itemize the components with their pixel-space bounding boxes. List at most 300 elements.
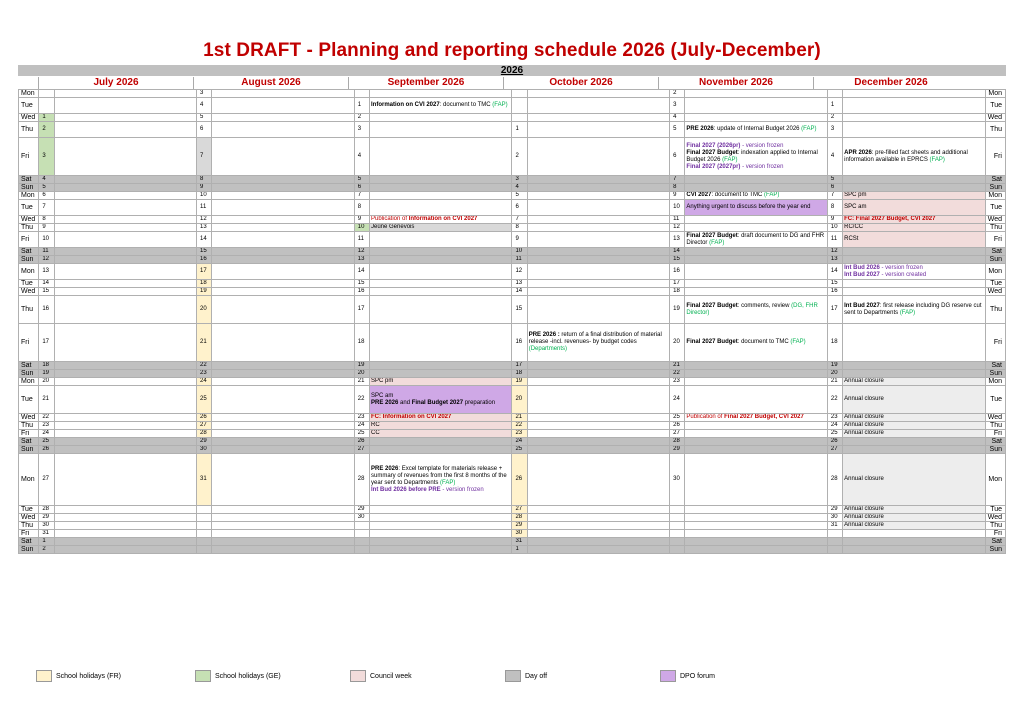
weekday-label: Sat — [19, 362, 39, 370]
day-event — [54, 514, 196, 522]
weekday-label-right: Thu — [985, 224, 1005, 232]
day-event — [54, 248, 196, 256]
day-event — [212, 90, 354, 98]
day-event — [54, 538, 196, 546]
calendar-row — [19, 192, 1006, 200]
day-event — [843, 122, 985, 138]
day-event — [843, 546, 985, 554]
day-event — [212, 288, 354, 296]
day-number: 13 — [39, 264, 54, 280]
day-event — [212, 98, 354, 114]
day-event — [527, 422, 669, 430]
day-event: FC: Information on CVI 2027 — [370, 414, 512, 422]
day-event — [212, 422, 354, 430]
day-event: SPC pm — [370, 378, 512, 386]
day-event — [54, 264, 196, 280]
day-event — [212, 506, 354, 514]
day-number: 28 — [512, 514, 527, 522]
calendar-row — [19, 184, 1006, 192]
weekday-label-right: Fri — [985, 324, 1005, 362]
day-number: 18 — [39, 362, 54, 370]
day-number — [827, 546, 842, 554]
day-number: 14 — [39, 280, 54, 288]
day-event — [527, 514, 669, 522]
weekday-label: Mon — [19, 378, 39, 386]
day-number: 9 — [670, 192, 685, 200]
day-event — [843, 280, 985, 288]
calendar-row — [19, 98, 1006, 114]
day-event: Information on CVI 2027: document to TMC (FAP) — [370, 98, 512, 114]
day-number: 23 — [39, 422, 54, 430]
calendar-row — [19, 530, 1006, 538]
day-number: 30 — [670, 454, 685, 506]
day-event — [212, 530, 354, 538]
day-number — [197, 538, 212, 546]
weekday-label: Thu — [19, 296, 39, 324]
day-number: 8 — [197, 176, 212, 184]
day-event — [54, 324, 196, 362]
day-number: 23 — [354, 414, 369, 422]
day-event — [212, 192, 354, 200]
day-number: 7 — [354, 192, 369, 200]
day-number — [827, 538, 842, 546]
weekday-label: Tue — [19, 506, 39, 514]
weekday-label-right: Mon — [985, 192, 1005, 200]
day-event — [685, 280, 827, 288]
day-number: 7 — [197, 138, 212, 176]
day-event — [212, 446, 354, 454]
calendar-row — [19, 546, 1006, 554]
day-number: 12 — [39, 256, 54, 264]
day-event — [685, 522, 827, 530]
day-event — [54, 224, 196, 232]
day-number: 27 — [512, 506, 527, 514]
day-number: 21 — [670, 362, 685, 370]
day-event — [212, 176, 354, 184]
day-number: 9 — [39, 224, 54, 232]
day-event — [370, 514, 512, 522]
legend-swatch — [36, 670, 52, 682]
weekday-label-right: Sun — [985, 184, 1005, 192]
month-header: December 2026 — [813, 77, 968, 89]
day-number: 29 — [197, 438, 212, 446]
weekday-label: Fri — [19, 232, 39, 248]
day-number: 11 — [670, 216, 685, 224]
day-event — [54, 114, 196, 122]
day-number: 27 — [354, 446, 369, 454]
day-event — [527, 138, 669, 176]
day-event — [527, 192, 669, 200]
day-number: 19 — [197, 288, 212, 296]
day-number: 4 — [39, 176, 54, 184]
day-number: 18 — [512, 370, 527, 378]
day-number: 25 — [827, 430, 842, 438]
day-event — [370, 248, 512, 256]
day-number: 28 — [39, 506, 54, 514]
day-number: 11 — [827, 232, 842, 248]
day-event — [685, 422, 827, 430]
day-number: 14 — [197, 232, 212, 248]
weekday-label: Tue — [19, 98, 39, 114]
weekday-label-right: Wed — [985, 514, 1005, 522]
day-number: 16 — [827, 288, 842, 296]
day-event — [370, 256, 512, 264]
day-number: 24 — [827, 422, 842, 430]
day-event — [54, 176, 196, 184]
day-event — [54, 192, 196, 200]
day-event — [370, 506, 512, 514]
day-number: 2 — [39, 546, 54, 554]
day-event — [843, 446, 985, 454]
calendar-table — [18, 89, 1006, 554]
day-event — [370, 530, 512, 538]
day-number: 25 — [512, 446, 527, 454]
day-event: Anything urgent to discuss before the year end — [685, 200, 827, 216]
day-number: 26 — [827, 438, 842, 446]
day-event — [54, 386, 196, 414]
day-number: 2 — [354, 114, 369, 122]
day-number: 14 — [512, 288, 527, 296]
day-number: 29 — [670, 446, 685, 454]
day-event — [212, 522, 354, 530]
day-number — [670, 522, 685, 530]
day-number: 24 — [512, 438, 527, 446]
weekday-label-right: Sat — [985, 438, 1005, 446]
day-number: 7 — [39, 200, 54, 216]
day-event: Final 2027 Budget: draft document to DG and FHR Director (FAP) — [685, 232, 827, 248]
day-event — [370, 324, 512, 362]
weekday-label-right: Mon — [985, 378, 1005, 386]
day-number: 4 — [354, 138, 369, 176]
weekday-label: Mon — [19, 454, 39, 506]
day-event: Jeûne Genevois — [370, 224, 512, 232]
day-event: Annual closure — [843, 454, 985, 506]
day-event — [54, 546, 196, 554]
weekday-label: Wed — [19, 216, 39, 224]
weekday-label-right: Sun — [985, 256, 1005, 264]
weekday-label-right: Fri — [985, 232, 1005, 248]
day-event — [527, 232, 669, 248]
day-event — [54, 232, 196, 248]
day-number: 14 — [827, 264, 842, 280]
day-number: 29 — [512, 522, 527, 530]
day-event — [685, 370, 827, 378]
day-event — [370, 176, 512, 184]
day-number: 30 — [512, 530, 527, 538]
calendar-row — [19, 90, 1006, 98]
day-event — [54, 422, 196, 430]
day-event — [212, 224, 354, 232]
weekday-label: Mon — [19, 264, 39, 280]
day-number: 6 — [197, 122, 212, 138]
day-number: 11 — [512, 256, 527, 264]
weekday-label-right: Thu — [985, 122, 1005, 138]
day-event — [843, 256, 985, 264]
day-event — [54, 200, 196, 216]
day-number: 9 — [512, 232, 527, 248]
day-event — [685, 430, 827, 438]
day-number: 13 — [197, 224, 212, 232]
day-event: RC/CC — [843, 224, 985, 232]
day-event: Int Bud 2027: first release including DG reserve cut sent to Departments (FAP) — [843, 296, 985, 324]
weekday-label: Wed — [19, 288, 39, 296]
day-event — [212, 264, 354, 280]
day-number — [39, 90, 54, 98]
day-event — [527, 546, 669, 554]
day-event — [685, 506, 827, 514]
day-event — [212, 454, 354, 506]
day-event — [212, 538, 354, 546]
day-number: 16 — [354, 288, 369, 296]
day-number: 22 — [512, 422, 527, 430]
day-number: 30 — [354, 514, 369, 522]
weekday-label-right: Tue — [985, 200, 1005, 216]
day-event: CC — [370, 430, 512, 438]
day-event: SPC am — [843, 200, 985, 216]
day-event — [54, 446, 196, 454]
weekday-label: Thu — [19, 422, 39, 430]
day-number: 21 — [354, 378, 369, 386]
day-number: 17 — [512, 362, 527, 370]
day-event — [843, 90, 985, 98]
legend — [0, 670, 1024, 686]
day-number: 2 — [827, 114, 842, 122]
day-event — [685, 248, 827, 256]
calendar-row — [19, 386, 1006, 414]
day-event — [212, 280, 354, 288]
day-number — [827, 530, 842, 538]
day-event — [370, 200, 512, 216]
day-number: 10 — [512, 248, 527, 256]
day-number: 16 — [512, 324, 527, 362]
day-event: PRE 2026 : return of a final distribution of material release -incl. revenues- by budget codes (Departments) — [527, 324, 669, 362]
day-number: 3 — [827, 122, 842, 138]
day-number: 29 — [354, 506, 369, 514]
day-number: 27 — [197, 422, 212, 430]
calendar-row — [19, 224, 1006, 232]
day-number: 5 — [197, 114, 212, 122]
day-number: 1 — [354, 98, 369, 114]
day-event — [212, 546, 354, 554]
day-number: 15 — [197, 248, 212, 256]
day-number: 10 — [39, 232, 54, 248]
calendar-row — [19, 256, 1006, 264]
day-number: 17 — [354, 296, 369, 324]
day-number — [512, 98, 527, 114]
day-number — [670, 546, 685, 554]
day-number: 24 — [197, 378, 212, 386]
day-number: 28 — [827, 454, 842, 506]
day-event — [54, 98, 196, 114]
day-number: 3 — [39, 138, 54, 176]
day-event — [685, 114, 827, 122]
day-event — [54, 454, 196, 506]
day-number: 18 — [827, 324, 842, 362]
legend-label: Council week — [370, 672, 412, 680]
calendar-row — [19, 446, 1006, 454]
day-event — [527, 438, 669, 446]
day-event — [527, 454, 669, 506]
day-number: 25 — [197, 386, 212, 414]
day-number: 10 — [197, 192, 212, 200]
weekday-label-right: Wed — [985, 216, 1005, 224]
day-number: 16 — [670, 264, 685, 280]
day-event — [527, 90, 669, 98]
day-number: 31 — [827, 522, 842, 530]
day-number: 3 — [354, 122, 369, 138]
day-number: 20 — [39, 378, 54, 386]
day-number — [197, 514, 212, 522]
weekday-label-right: Sat — [985, 538, 1005, 546]
day-number: 2 — [670, 90, 685, 98]
day-event — [212, 362, 354, 370]
day-event — [527, 430, 669, 438]
day-number: 20 — [354, 370, 369, 378]
day-number: 13 — [827, 256, 842, 264]
day-number — [197, 506, 212, 514]
day-number: 19 — [39, 370, 54, 378]
weekday-label-right: Sun — [985, 446, 1005, 454]
weekday-label: Sat — [19, 538, 39, 546]
day-event — [843, 362, 985, 370]
calendar-row — [19, 114, 1006, 122]
day-event — [527, 122, 669, 138]
day-number — [354, 90, 369, 98]
day-event — [843, 438, 985, 446]
legend-item — [505, 670, 547, 682]
day-number: 6 — [827, 184, 842, 192]
day-number: 21 — [512, 414, 527, 422]
calendar-row — [19, 378, 1006, 386]
day-event — [212, 256, 354, 264]
day-number: 25 — [354, 430, 369, 438]
day-event — [370, 446, 512, 454]
day-number: 8 — [39, 216, 54, 224]
day-number: 14 — [354, 264, 369, 280]
day-number: 17 — [39, 324, 54, 362]
calendar-row — [19, 538, 1006, 546]
day-event — [370, 438, 512, 446]
day-number — [827, 90, 842, 98]
day-event: Annual closure — [843, 522, 985, 530]
day-event — [685, 216, 827, 224]
calendar-row — [19, 414, 1006, 422]
day-number: 26 — [670, 422, 685, 430]
day-number — [354, 530, 369, 538]
day-event — [54, 122, 196, 138]
calendar-row — [19, 506, 1006, 514]
day-number: 10 — [354, 224, 369, 232]
month-header-row — [18, 77, 1006, 89]
day-number: 5 — [670, 122, 685, 138]
day-number: 15 — [670, 256, 685, 264]
day-event — [527, 224, 669, 232]
day-event: RC — [370, 422, 512, 430]
day-event — [527, 216, 669, 224]
day-number: 8 — [354, 200, 369, 216]
legend-label: Day off — [525, 672, 548, 680]
day-number — [354, 538, 369, 546]
day-event — [843, 184, 985, 192]
day-event — [685, 446, 827, 454]
day-event — [212, 378, 354, 386]
legend-label: School holidays (GE) — [215, 672, 281, 680]
weekday-label-right: Thu — [985, 522, 1005, 530]
day-number: 17 — [670, 280, 685, 288]
day-event — [370, 370, 512, 378]
day-event — [212, 232, 354, 248]
day-event — [370, 232, 512, 248]
weekday-label: Sat — [19, 248, 39, 256]
day-event: SPC am PRE 2026 and Final Budget 2027 preparation — [370, 386, 512, 414]
weekday-label: Sat — [19, 176, 39, 184]
day-event: APR 2026: pre-filled fact sheets and additional information available in EPRCS (FAP) — [843, 138, 985, 176]
day-number: 4 — [197, 98, 212, 114]
day-number: 11 — [39, 248, 54, 256]
weekday-label-right: Tue — [985, 386, 1005, 414]
day-event — [212, 414, 354, 422]
day-event — [54, 370, 196, 378]
calendar-row — [19, 122, 1006, 138]
day-number: 25 — [670, 414, 685, 422]
day-number — [354, 546, 369, 554]
day-event — [370, 522, 512, 530]
day-number — [197, 522, 212, 530]
day-event: Publication of Information on CVI 2027 — [370, 216, 512, 224]
day-event: Final 2027 (2026pr) - version frozen Final 2027 Budget: indexation applied to Internal Budget 2026 (FAP) Final 2027 (2027pr) - version frozen — [685, 138, 827, 176]
day-event: CVI 2027: document to TMC (FAP) — [685, 192, 827, 200]
calendar-row — [19, 216, 1006, 224]
day-event — [527, 370, 669, 378]
month-header: October 2026 — [503, 77, 658, 89]
day-number: 20 — [512, 386, 527, 414]
day-event: Annual closure — [843, 378, 985, 386]
calendar-row — [19, 522, 1006, 530]
calendar-row — [19, 324, 1006, 362]
day-event — [54, 438, 196, 446]
weekday-label-right: Tue — [985, 280, 1005, 288]
day-event — [685, 288, 827, 296]
day-event — [527, 288, 669, 296]
day-number: 6 — [354, 184, 369, 192]
calendar-row — [19, 422, 1006, 430]
day-event — [212, 430, 354, 438]
day-event — [54, 288, 196, 296]
day-event — [54, 256, 196, 264]
day-number: 30 — [197, 446, 212, 454]
weekday-label: Sun — [19, 546, 39, 554]
day-event — [212, 324, 354, 362]
day-event — [527, 386, 669, 414]
day-number — [354, 522, 369, 530]
weekday-label: Thu — [19, 122, 39, 138]
day-number: 13 — [670, 232, 685, 248]
day-event — [685, 176, 827, 184]
calendar-row — [19, 232, 1006, 248]
day-event — [54, 280, 196, 288]
day-event — [370, 288, 512, 296]
day-number: 22 — [670, 370, 685, 378]
day-number: 2 — [512, 138, 527, 176]
calendar-row — [19, 138, 1006, 176]
day-number: 10 — [827, 224, 842, 232]
day-event: PRE 2026: Excel template for materials release + summary of revenues from the first 8 months of the year sent to Departments (FAP) Int Bud 2026 before PRE - version frozen — [370, 454, 512, 506]
day-number: 6 — [39, 192, 54, 200]
day-number: 23 — [512, 430, 527, 438]
day-number: 26 — [197, 414, 212, 422]
day-number: 9 — [197, 184, 212, 192]
day-number: 11 — [354, 232, 369, 248]
